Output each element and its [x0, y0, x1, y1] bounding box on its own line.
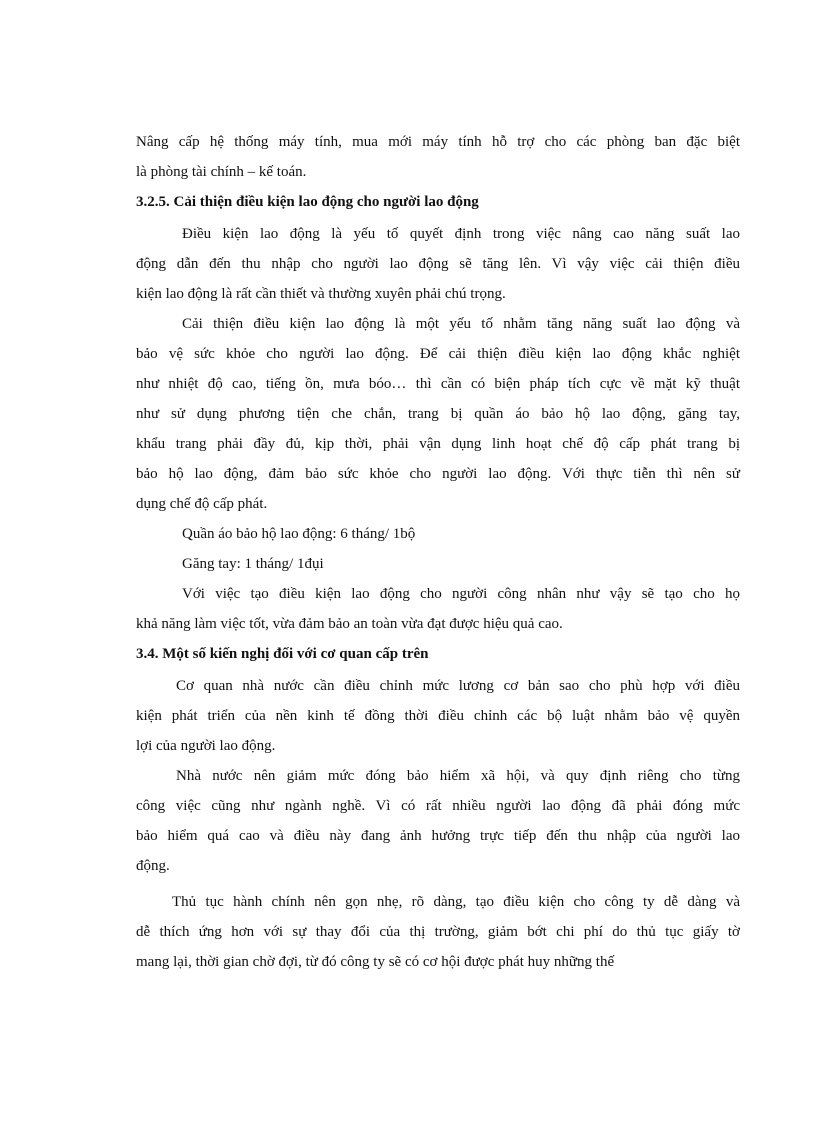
- body-line: khả năng làm việc tốt, vừa đảm bảo an toàn vừa đạt được hiệu quả cao.: [136, 616, 563, 632]
- section-heading-3-2-5: 3.2.5. Cải thiện điều kiện lao động cho người lao động: [136, 194, 479, 210]
- body-line: Cải thiện điều kiện lao động là một yếu tố nhằm tăng năng suất lao động và: [182, 316, 740, 332]
- body-line: động dẫn đến thu nhập cho người lao động sẽ tăng lên. Vì vậy việc cải thiện điều: [136, 256, 740, 272]
- body-line: mang lại, thời gian chờ đợi, từ đó công ty sẽ có cơ hội được phát huy những thế: [136, 954, 615, 970]
- body-line: dễ thích ứng hơn với sự thay đổi của thị trường, giảm bớt chi phí do thủ tục giấy tờ: [136, 924, 740, 940]
- list-item: Găng tay: 1 tháng/ 1đụi: [182, 556, 324, 572]
- body-line: Nhà nước nên giảm mức đóng bảo hiểm xã hội, và quy định riêng cho từng: [176, 768, 740, 784]
- body-line: là phòng tài chính – kế toán.: [136, 164, 307, 180]
- list-item: Quần áo bảo hộ lao động: 6 tháng/ 1bộ: [182, 526, 416, 542]
- body-line: Nâng cấp hệ thống máy tính, mua mới máy tính hỗ trợ cho các phòng ban đặc biệt: [136, 134, 740, 150]
- body-line: bảo hộ lao động, đảm bảo sức khỏe cho người lao động. Với thực tiễn thì nên sử: [136, 466, 740, 482]
- body-line: như nhiệt độ cao, tiếng ồn, mưa bóo… thì cần có biện pháp tích cực về mặt kỹ thuật: [136, 376, 740, 392]
- body-line: Cơ quan nhà nước cần điều chỉnh mức lương cơ bản sao cho phù hợp với điều: [176, 678, 740, 694]
- body-line: bảo vệ sức khỏe cho người lao động. Để cải thiện điều kiện lao động khắc nghiệt: [136, 346, 740, 362]
- body-line: động.: [136, 858, 170, 874]
- body-line: lợi của người lao động.: [136, 738, 276, 754]
- body-line: kiện lao động là rất cần thiết và thường xuyên phải chú trọng.: [136, 286, 506, 302]
- body-line: Với việc tạo điều kiện lao động cho người công nhân như vậy sẽ tạo cho họ: [182, 586, 740, 602]
- section-heading-3-4: 3.4. Một số kiến nghị đối với cơ quan cấp trên: [136, 646, 429, 662]
- body-line: khẩu trang phải đầy đủ, kịp thời, phải vận dụng linh hoạt chế độ cấp phát trang bị: [136, 436, 740, 452]
- body-line: bảo hiểm quá cao và điều này đang ảnh hưởng trực tiếp đến thu nhập của người lao: [136, 828, 740, 844]
- body-line: Thủ tục hành chính nên gọn nhẹ, rõ dàng, tạo điều kiện cho công ty dễ dàng và: [172, 894, 740, 910]
- body-line: công việc cũng như ngành nghề. Vì có rất nhiều người lao động đã phải đóng mức: [136, 798, 740, 814]
- body-line: Điều kiện lao động là yếu tố quyết định trong việc nâng cao năng suất lao: [182, 226, 740, 242]
- body-line: kiện phát triển của nền kinh tế đồng thời điều chỉnh các bộ luật nhằm bảo vệ quyền: [136, 708, 740, 724]
- body-line: dụng chế độ cấp phát.: [136, 496, 268, 512]
- body-line: như sử dụng phương tiện che chắn, trang bị quần áo bảo hộ lao động, găng tay,: [136, 406, 740, 422]
